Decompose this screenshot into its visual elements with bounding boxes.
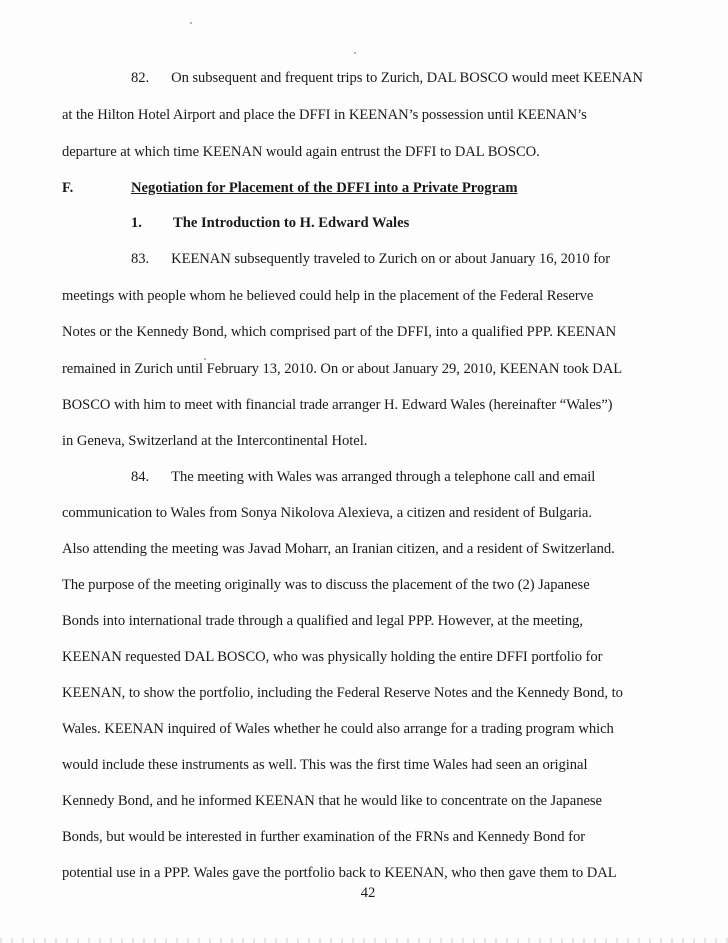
scan-speck	[190, 22, 192, 24]
page-number: 42	[360, 885, 376, 901]
paragraph-83-line-2: meetings with people whom he believed could help in the placement of the Federal Reserve	[62, 288, 594, 304]
paragraph-84-line-8: Wales. KEENAN inquired of Wales whether he could also arrange for a trading program which	[62, 721, 614, 737]
paragraph-84-line-3: Also attending the meeting was Javad Moharr, an Iranian citizen, and a resident of Switzerland.	[62, 541, 615, 557]
paragraph-84-line-12: potential use in a PPP. Wales gave the portfolio back to KEENAN, who then gave them to DAL	[62, 865, 617, 881]
paragraph-84-line-10: Kennedy Bond, and he informed KEENAN that he would like to concentrate on the Japanese	[62, 793, 602, 809]
paragraph-number-84: 84.	[131, 469, 150, 485]
paragraph-83-line-5: BOSCO with him to meet with financial trade arranger H. Edward Wales (hereinafter “Wales”)	[62, 397, 613, 413]
paragraph-82-line-1: 82. On subsequent and frequent trips to Zurich, DAL BOSCO would meet KEENAN	[131, 70, 643, 86]
paragraph-84-line-7: KEENAN, to show the portfolio, including the Federal Reserve Notes and the Kennedy Bond, to	[62, 685, 623, 701]
scan-speck	[204, 358, 206, 360]
paragraph-83-line-6: in Geneva, Switzerland at the Intercontinental Hotel.	[62, 433, 368, 449]
paragraph-82-line-2: at the Hilton Hotel Airport and place the DFFI in KEENAN’s possession until KEENAN’s	[62, 107, 587, 123]
paragraph-number-83: 83.	[131, 251, 150, 267]
paragraph-83-line-3: Notes or the Kennedy Bond, which comprised part of the DFFI, into a qualified PPP. KEENAN	[62, 324, 617, 340]
paragraph-84-line-2: communication to Wales from Sonya Nikolova Alexieva, a citizen and resident of Bulgaria.	[62, 505, 592, 521]
paragraph-number-82: 82.	[131, 70, 150, 86]
paragraph-84-line-11: Bonds, but would be interested in further examination of the FRNs and Kennedy Bond for	[62, 829, 586, 845]
paragraph-84-line-1: 84. The meeting with Wales was arranged through a telephone call and email	[131, 469, 596, 485]
paragraph-83-line-4: remained in Zurich until February 13, 2010. On or about January 29, 2010, KEENAN took DAL	[62, 361, 623, 377]
scan-speck	[354, 52, 356, 54]
paragraph-82-line-3: departure at which time KEENAN would again entrust the DFFI to DAL BOSCO.	[62, 144, 540, 160]
section-heading: Negotiation for Placement of the DFFI into a Private Program	[131, 180, 518, 196]
subsection-number: 1.	[131, 215, 142, 231]
paragraph-84-line-6: KEENAN requested DAL BOSCO, who was physically holding the entire DFFI portfolio for	[62, 649, 603, 665]
paragraph-84-line-9: would include these instruments as well. This was the first time Wales had seen an original	[62, 757, 588, 773]
section-letter: F.	[62, 180, 74, 196]
paragraph-84-line-5: Bonds into international trade through a qualified and legal PPP. However, at the meeting,	[62, 613, 583, 629]
subsection-heading: The Introduction to H. Edward Wales	[173, 215, 410, 231]
scan-edge-noise	[0, 938, 728, 943]
paragraph-83-line-1: 83. KEENAN subsequently traveled to Zurich on or about January 16, 2010 for	[131, 251, 611, 267]
paragraph-84-line-4: The purpose of the meeting originally was to discuss the placement of the two (2) Japanese	[62, 577, 590, 593]
